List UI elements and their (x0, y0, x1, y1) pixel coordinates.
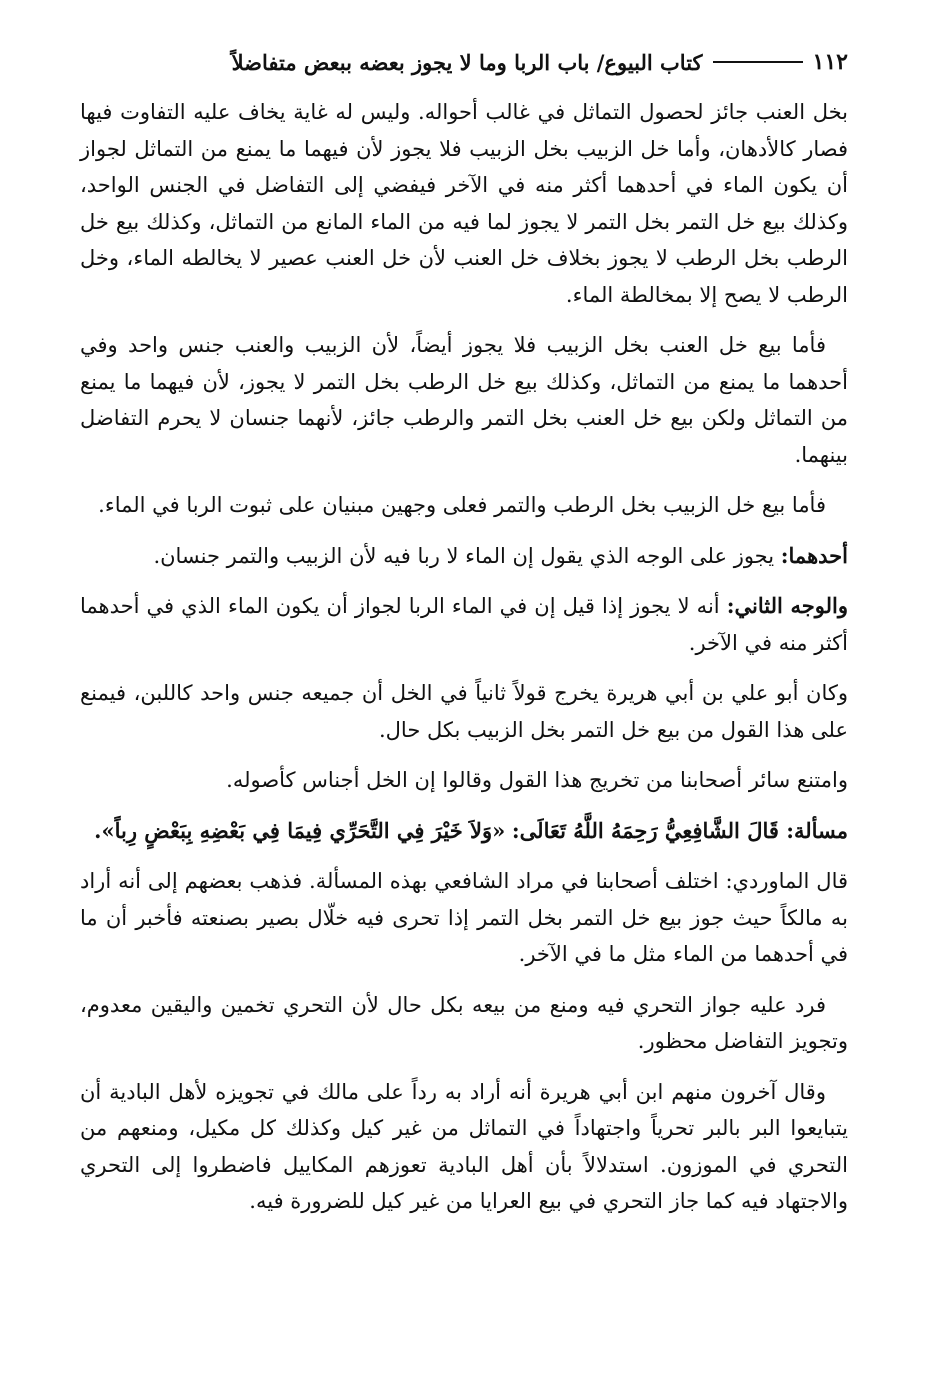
paragraph (80, 94, 848, 313)
paragraph (80, 863, 848, 973)
paragraph-text: فأما بيع خل الزبيب بخل الرطب والتمر فعلى وجهين مبنيان على ثبوت الربا في الماء. (98, 493, 826, 517)
paragraph-text: فرد عليه جواز التحري فيه ومنع من بيعه بكل حال لأن التحري تخمين واليقين معدوم، وتجويز التفاضل محظور. (80, 992, 848, 1053)
page-number: ١١٢ (812, 49, 848, 75)
page-body (80, 94, 848, 1220)
paragraph-text: يجوز على الوجه الذي يقول إن الماء لا ربا فيه لأن الزبيب والتمر جنسان. (153, 543, 775, 568)
paragraph (80, 538, 848, 575)
shafii-quote: «وَلاَ خَيْرَ فِي التَّحَرِّي فِيمَا فِي بَعْضِهِ بِبَعْضٍ رِباً». (94, 817, 506, 843)
paragraph (80, 327, 848, 473)
paragraph-lead: أحدهما: (780, 542, 848, 568)
paragraph (80, 487, 848, 524)
paragraph-text: وقال آخرون منهم ابن أبي هريرة أنه أراد به رداً على مالك في تجويزه لأهل البادية أن يتبايعوا البر بالبر تحرياً واجتهاداً في التماثل من غير كيل وكذلك كل مكيل، ومنعهم من التحري في الموزون. استدلالاً بأن أهل البادية تعوزهم المكاييل فاضطروا إلى التحري والاجتهاد فيه كما جاز التحري في بيع العرايا من غير كيل للضرورة فيه. (80, 1079, 848, 1213)
header-rule (713, 61, 803, 63)
paragraph-text: بخل العنب جائز لحصول التماثل في غالب أحواله. وليس له غاية يخاف عليه التفاوت فيها فصار كالأدهان، وأما خل الزبيب بخل الزبيب فلا يجوز لأن فيهما ما يمنع من التماثل لجواز أن يكون الماء في أحدهما أكثر منه في الآخر فيفضي إلى التفاضل في الجنس الواحد، وكذلك بيع خل التمر بخل التمر لا يجوز لما فيه من الماء المانع من التماثل، وكذلك بيع خل الرطب بخل الرطب لا يجوز بخلاف خل العنب لأن خل العنب عصير لا يخالطه الماء، وخل الرطب لا يصح إلا بمخالطة الماء. (80, 100, 848, 307)
running-header (80, 40, 848, 84)
paragraph-text: وكان أبو علي بن أبي هريرة يخرج قولاً ثانياً في الخل أن جميعه جنس واحد كاللبن، فيمنع على هذا القول من بيع خل التمر بخل الزبيب بكل حال. (80, 681, 848, 742)
header-title: كتاب البيوع/ باب الربا وما لا يجوز بعضه ببعض متفاضلاً (231, 49, 703, 75)
paragraph-text: أنه لا يجوز إذا قيل إن في الماء الربا لجواز أن يكون الماء الذي في أحدهما أكثر منه في الآخر. (80, 594, 848, 655)
paragraph-mas-ala (80, 813, 848, 850)
paragraph-text: وامتنع سائر أصحابنا من تخريج هذا القول وقالوا إن الخل أجناس كأصوله. (226, 768, 848, 792)
paragraph-text: فأما بيع خل العنب بخل الزبيب فلا يجوز أيضاً، لأن الزبيب والعنب جنس واحد وفي أحدهما ما يمنع من التماثل، وكذلك بيع خل الرطب بخل التمر لا يجوز، لأن فيهما ما يمنع من التماثل ولكن بيع خل العنب بخل التمر والرطب جائز، لأنهما جنسان لا يحرم التفاضل بينهما. (80, 333, 848, 467)
paragraph-text: قال الماوردي: اختلف أصحابنا في مراد الشافعي بهذه المسألة. فذهب بعضهم إلى أنه أراد به مالكاً حيث جوز بيع خل التمر بخل التمر إذا تحرى فيه خلّال بصير بصنعته فأخبر أن ما في أحدهما من الماء مثل ما في الآخر. (80, 869, 848, 966)
paragraph-lead: والوجه الثاني: (726, 593, 848, 618)
paragraph (80, 588, 848, 661)
paragraph (80, 762, 848, 799)
paragraph (80, 987, 848, 1060)
paragraph (80, 1074, 848, 1220)
paragraph (80, 675, 848, 748)
paragraph-lead: مسألة: قَالَ الشَّافِعِيُّ رَحِمَهُ اللَّهُ تَعَالَى: (511, 817, 848, 843)
book-page (80, 40, 848, 1234)
